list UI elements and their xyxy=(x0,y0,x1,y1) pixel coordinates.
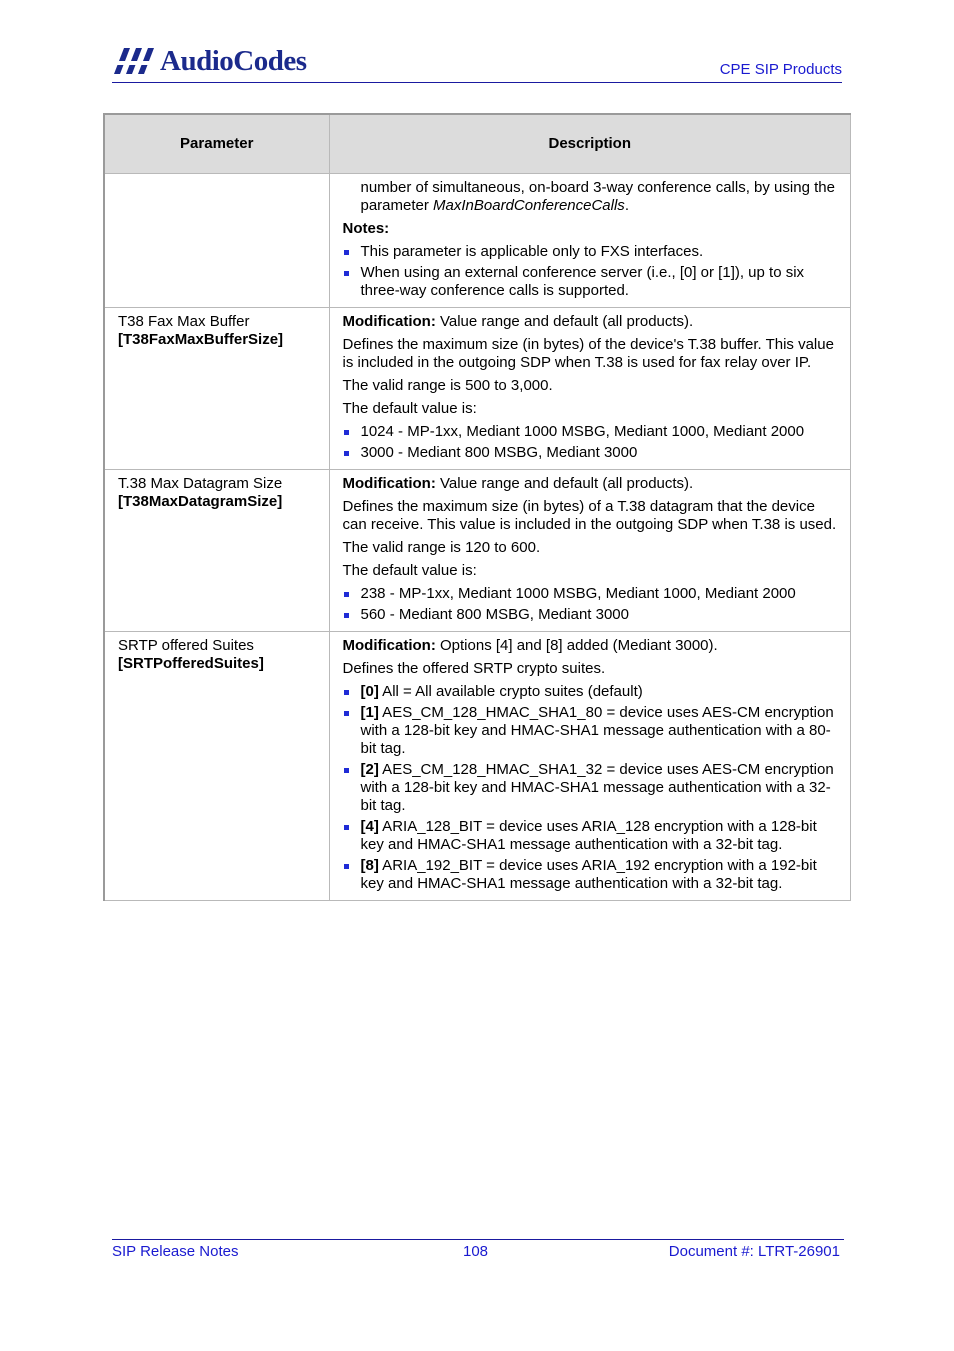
parameter-ini-name: [SRTPofferedSuites] xyxy=(118,655,264,672)
column-header-parameter: Parameter xyxy=(104,114,329,174)
option-text: AES_CM_128_HMAC_SHA1_80 = device uses AES-CM encryption with a 128-bit key and HMAC-SHA1 message authentication with a 80-bit tag. xyxy=(360,704,834,757)
modification-text: Value range and default (all products). xyxy=(435,475,694,492)
modification-label: Modification: xyxy=(342,475,436,492)
table-row xyxy=(104,632,851,901)
page-header xyxy=(112,40,842,83)
parameter-label: T38 Fax Max Buffer xyxy=(118,313,250,330)
option-text: All = All available crypto suites (default) xyxy=(378,683,643,700)
parameter-cell xyxy=(104,632,329,901)
parameter-label: SRTP offered Suites xyxy=(118,637,254,654)
definition-text: Defines the maximum size (in bytes) of the device's T.38 buffer. This value is included in the outgoing SDP when T.38 is used for fax relay over IP. xyxy=(342,336,834,371)
continued-param: MaxInBoardConferenceCalls xyxy=(433,197,625,214)
table-row xyxy=(104,308,851,470)
definition-text: Defines the offered SRTP crypto suites. xyxy=(342,660,606,677)
default-label: The default value is: xyxy=(342,562,477,579)
list-item: 1024 - MP-1xx, Mediant 1000 MSBG, Mediant 1000, Mediant 2000 xyxy=(343,423,843,441)
option-text: ARIA_128_BIT = device uses ARIA_128 encryption with a 128-bit key and HMAC-SHA1 message authentication with a 32-bit tag. xyxy=(360,818,817,853)
list-item: This parameter is applicable only to FXS interfaces. xyxy=(343,243,843,261)
notes-label: Notes: xyxy=(342,220,390,237)
default-label: The default value is: xyxy=(342,400,477,417)
default-list xyxy=(343,585,843,624)
list-item: When using an external conference server (i.e., [0] or [1]), up to six three-way conference calls is supported. xyxy=(343,264,843,300)
option-text: AES_CM_128_HMAC_SHA1_32 = device uses AES-CM encryption with a 128-bit key and HMAC-SHA1 message authentication with a 32-bit tag. xyxy=(360,761,834,814)
parameter-table xyxy=(103,113,851,901)
parameter-ini-name: [T38MaxDatagramSize] xyxy=(118,493,283,510)
column-header-description: Description xyxy=(329,114,851,174)
modification-text: Value range and default (all products). xyxy=(435,313,694,330)
footer-document-title: SIP Release Notes xyxy=(112,1243,239,1260)
option-text: ARIA_192_BIT = device uses ARIA_192 encryption with a 192-bit key and HMAC-SHA1 message authentication with a 32-bit tag. xyxy=(360,857,817,892)
continued-text xyxy=(343,179,843,215)
continued-end: . xyxy=(624,197,629,214)
list-item xyxy=(343,704,843,758)
table-header-row xyxy=(104,114,851,174)
parameter-cell xyxy=(104,174,329,308)
modification-label: Modification: xyxy=(342,313,436,330)
description-cell xyxy=(329,174,851,308)
audiocodes-logo-icon xyxy=(112,44,156,78)
list-item: 238 - MP-1xx, Mediant 1000 MSBG, Mediant 1000, Mediant 2000 xyxy=(343,585,843,603)
modification-line xyxy=(343,475,843,493)
modification-label: Modification: xyxy=(342,637,436,654)
list-item xyxy=(343,818,843,854)
logo-wordmark: AudioCodes xyxy=(160,44,307,77)
options-list xyxy=(343,683,843,893)
list-item xyxy=(343,857,843,893)
modification-text: Options [4] and [8] added (Mediant 3000). xyxy=(435,637,718,654)
default-list xyxy=(343,423,843,462)
table-row xyxy=(104,470,851,632)
list-item xyxy=(343,761,843,815)
document-number: Document #: LTRT-26901 xyxy=(668,1243,840,1260)
company-logo xyxy=(112,43,307,79)
option-key: [2] xyxy=(360,761,379,778)
list-item: 3000 - Mediant 800 MSBG, Mediant 3000 xyxy=(343,444,843,462)
parameter-ini-name: [T38FaxMaxBufferSize] xyxy=(118,331,284,348)
description-cell xyxy=(329,470,851,632)
notes-list xyxy=(343,243,843,300)
list-item: 560 - Mediant 800 MSBG, Mediant 3000 xyxy=(343,606,843,624)
page-number: 108 xyxy=(463,1243,489,1260)
description-cell xyxy=(329,308,851,470)
definition-text: Defines the maximum size (in bytes) of a T.38 datagram that the device can receive. This value is included in the outgoing SDP when T.38 is used. xyxy=(342,498,837,533)
parameter-cell xyxy=(104,308,329,470)
product-name: CPE SIP Products xyxy=(719,61,842,78)
list-item xyxy=(343,683,843,701)
description-cell xyxy=(329,632,851,901)
modification-line xyxy=(343,313,843,331)
option-key: [0] xyxy=(360,683,379,700)
modification-line xyxy=(343,637,843,655)
range-text: The valid range is 120 to 600. xyxy=(342,539,541,556)
table-row xyxy=(104,174,851,308)
continued-line: number of simultaneous, on-board 3-way conference calls, by using the parameter xyxy=(360,179,835,214)
option-key: [1] xyxy=(360,704,379,721)
parameter-label: T.38 Max Datagram Size xyxy=(118,475,283,492)
range-text: The valid range is 500 to 3,000. xyxy=(342,377,553,394)
page-footer xyxy=(112,1239,844,1264)
option-key: [4] xyxy=(360,818,379,835)
option-key: [8] xyxy=(360,857,379,874)
parameter-cell xyxy=(104,470,329,632)
